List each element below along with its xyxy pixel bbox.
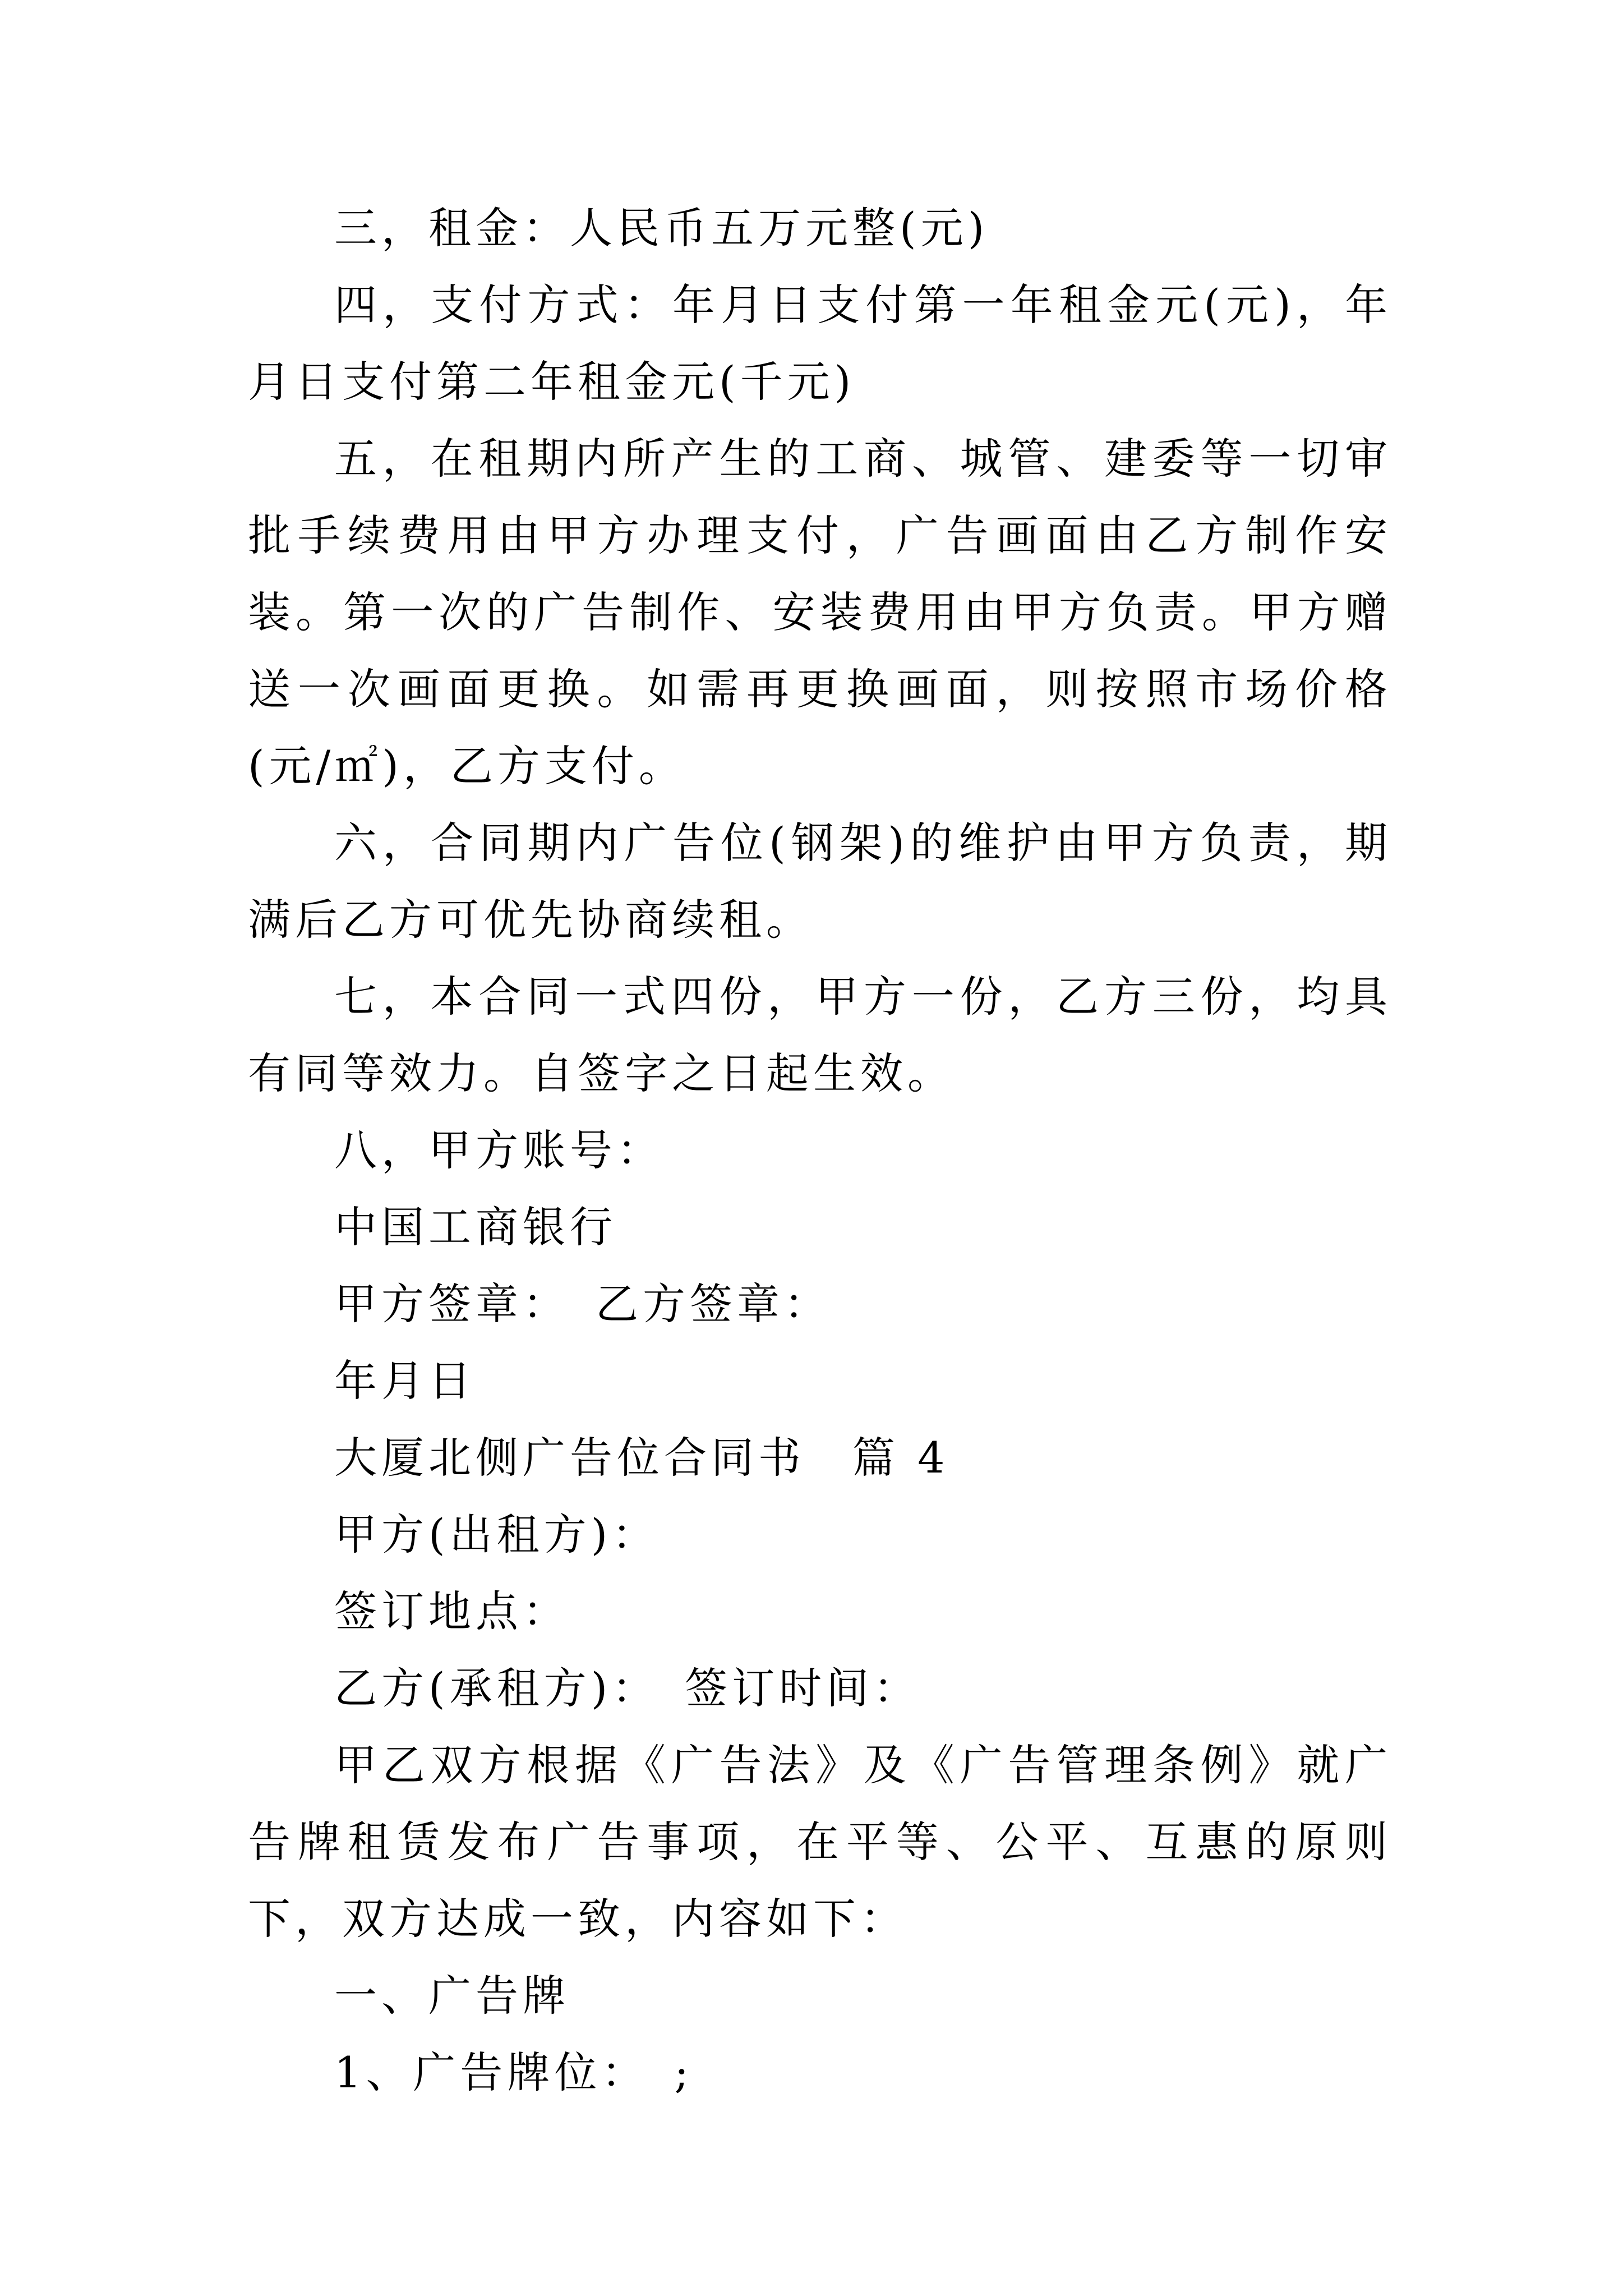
section-title: 大厦北侧广告位合同书 篇 4	[334, 1433, 949, 1483]
preamble: 甲乙双方根据《广告法》及《广告管理条例》就广告牌租赁发布广告事项，在平等、公平、互惠的原则下，双方达成一致，内容如下：	[248, 1740, 1392, 1944]
document-page	[248, 190, 1392, 2111]
clause-payment-method: 四，支付方式：年月日支付第一年租金元(元)，年月日支付第二年租金元(千元)	[248, 280, 1392, 407]
signing-location: 签订地点：	[334, 1586, 570, 1636]
section-billboard: 一、广告牌	[334, 1971, 570, 2021]
party-a-lessor: 甲方(出租方)：	[334, 1510, 660, 1559]
bank-name: 中国工商银行	[334, 1202, 617, 1252]
party-b-lessee: 乙方(承租方)： 签订时间：	[334, 1663, 921, 1713]
clause-copies: 七，本合同一式四份，甲方一份，乙方三份，均具有同等效力。自签字之日起生效。	[248, 972, 1392, 1098]
date-line: 年月日	[334, 1356, 476, 1406]
clause-approval-fees: 五，在租期内所产生的工商、城管、建委等一切审批手续费用由甲方办理支付，广告画面由乙方制作安装。第一次的广告制作、安装费用由甲方负责。甲方赠送一次画面更换。如需再更换画面，则按照市场价格(元/㎡)，乙方支付。	[248, 434, 1392, 791]
signature-line: 甲方签章： 乙方签章：	[334, 1279, 831, 1329]
item-billboard-position: 1、广告牌位： ;	[334, 2047, 693, 2097]
clause-party-a-account: 八，甲方账号：	[334, 1125, 664, 1175]
clause-maintenance: 六，合同期内广告位(钢架)的维护由甲方负责，期满后乙方可优先协商续租。	[248, 818, 1392, 945]
clause-rent: 三，租金：人民币五万元整(元)	[334, 203, 989, 253]
